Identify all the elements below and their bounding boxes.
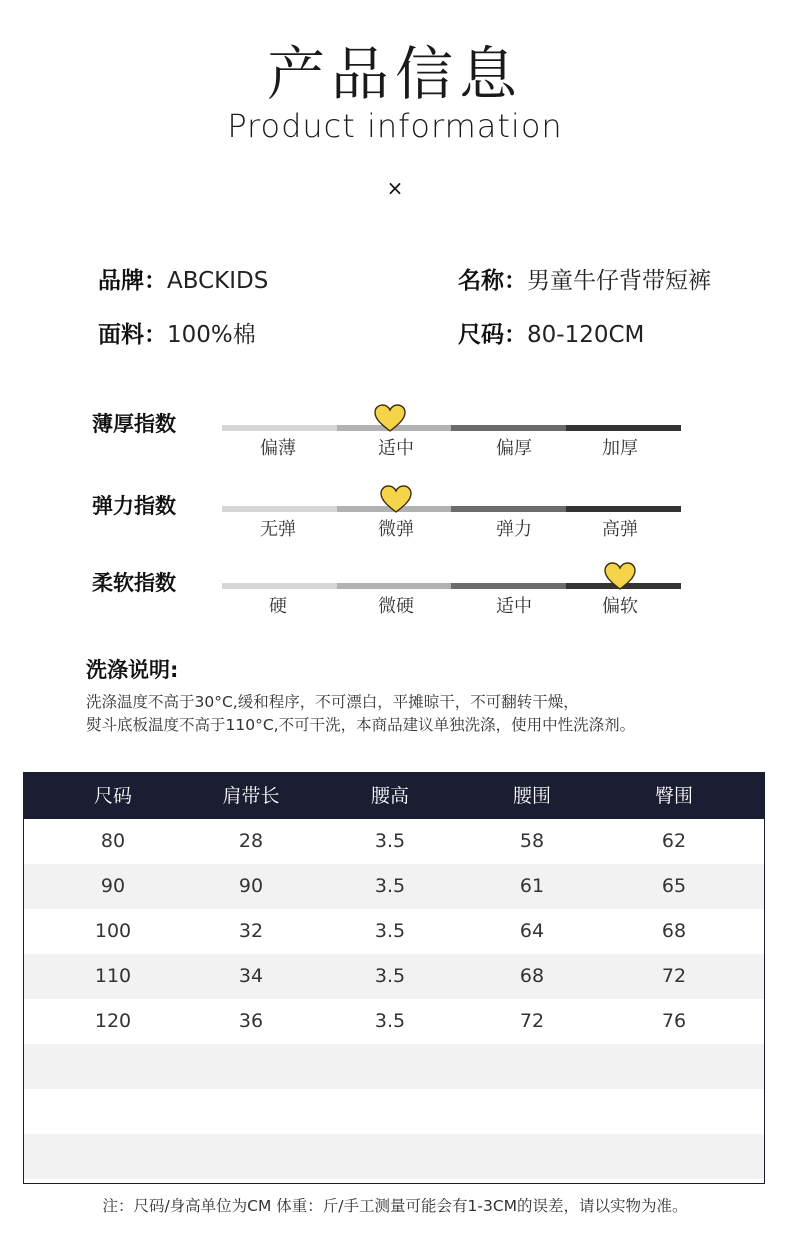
brand-label: 品牌： [98,268,167,294]
scale-label: 薄厚指数 [92,412,176,436]
size-value: 80-120CM [527,322,645,348]
table-cell [191,1134,311,1179]
scale-bar-segment [337,583,451,589]
size-label: 尺码： [458,322,527,348]
scale-bar-segment [451,425,566,431]
name-value: 男童牛仔背带短裤 [527,268,711,294]
table-cell [53,1134,173,1179]
fabric-info [98,320,256,350]
scale-option-label: 微硬 [378,596,414,617]
table-cell: 61 [519,875,545,897]
table-cell [330,1134,450,1179]
table-cell: 72 [661,965,687,987]
size-table [23,772,765,1184]
fabric-value: 100%棉 [167,322,256,348]
table-cell: 3.5 [374,965,406,987]
size-info [458,320,644,350]
table-cell: 100 [94,920,132,942]
scale-option-label: 无弹 [260,519,296,540]
table-cell [472,1044,592,1089]
name-info [458,266,711,296]
brand-info [98,266,268,296]
table-cell [191,1089,311,1134]
table-cell [472,1089,592,1134]
scale-option-label: 弹力 [496,519,532,540]
table-row [24,864,764,909]
table-header-cell: 尺码 [93,785,132,807]
table-cell: 64 [519,920,545,942]
table-cell: 3.5 [374,920,406,942]
table-cell [472,1134,592,1179]
scale-bar-segment [222,583,337,589]
table-cell [330,1044,450,1089]
footnote: 注：尺码/身高单位为CM 体重：斤/手工测量可能会有1-3CM的误差，请以实物为准。 [102,1197,688,1215]
scale-option-label: 偏厚 [496,438,532,459]
table-cell: 72 [519,1010,545,1032]
table-cell: 68 [519,965,545,987]
scale-option-label: 偏软 [602,596,638,617]
table-row [24,1044,764,1089]
table-cell: 65 [661,875,687,897]
scale-bar-segment [451,583,566,589]
table-row [24,1089,764,1134]
scale-option-label: 偏薄 [260,438,296,459]
fabric-label: 面料： [98,322,167,348]
scale-bar-segment [222,506,337,512]
scale-bar-segment [222,425,337,431]
table-cell: 32 [238,920,264,942]
wash-title: 洗涤说明: [86,658,179,682]
table-cell [614,1134,734,1179]
scale-option-label: 适中 [378,438,414,459]
table-row [24,1134,764,1179]
scale-option-label: 硬 [269,596,287,617]
table-header-cell: 腰高 [370,785,409,807]
table-cell: 3.5 [374,830,406,852]
table-row [24,819,764,864]
table-cell: 3.5 [374,875,406,897]
table-cell: 120 [94,1010,132,1032]
table-cell [330,1089,450,1134]
table-header-cell: 肩带长 [222,785,280,807]
table-cell: 36 [238,1010,264,1032]
table-cell: 3.5 [374,1010,406,1032]
table-header-cell: 臀围 [654,785,693,807]
table-cell [53,1089,173,1134]
scale-option-label: 高弹 [602,519,638,540]
table-cell [191,1044,311,1089]
table-cell [614,1044,734,1089]
table-cell: 110 [94,965,132,987]
table-cell: 90 [238,875,264,897]
table-cell [53,1044,173,1089]
table-cell: 62 [661,830,687,852]
wash-line-1: 洗涤温度不高于30°C,缓和程序，不可漂白，平摊晾干，不可翻转干燥， [86,693,579,711]
brand-value: ABCKIDS [167,268,269,294]
divider-mark: × [386,176,404,200]
scale-option-label: 适中 [496,596,532,617]
table-cell: 28 [238,830,264,852]
scale-option-label: 微弹 [378,519,414,540]
table-cell: 90 [100,875,126,897]
table-cell: 34 [238,965,264,987]
table-row [24,909,764,954]
scale-label: 弹力指数 [92,494,176,518]
heart-icon [379,484,413,514]
table-cell: 80 [100,830,126,852]
scale-bar-segment [566,425,681,431]
scale-bar-segment [451,506,566,512]
table-cell: 68 [661,920,687,942]
table-cell [614,1089,734,1134]
table-header [24,773,764,819]
heart-icon [603,561,637,591]
scale-label: 柔软指数 [92,571,176,595]
table-header-cell: 腰围 [512,785,551,807]
table-cell: 58 [519,830,545,852]
scale-option-label: 加厚 [602,438,638,459]
name-label: 名称： [458,268,527,294]
page-subtitle: Product information [227,107,563,145]
scale-bar-segment [566,506,681,512]
table-row [24,954,764,999]
table-row [24,999,764,1044]
table-cell: 76 [661,1010,687,1032]
heart-icon [373,403,407,433]
wash-line-2: 熨斗底板温度不高于110°C,不可干洗，本商品建议单独洗涤，使用中性洗涤剂。 [86,716,636,734]
page-title: 产品信息 [266,40,523,108]
